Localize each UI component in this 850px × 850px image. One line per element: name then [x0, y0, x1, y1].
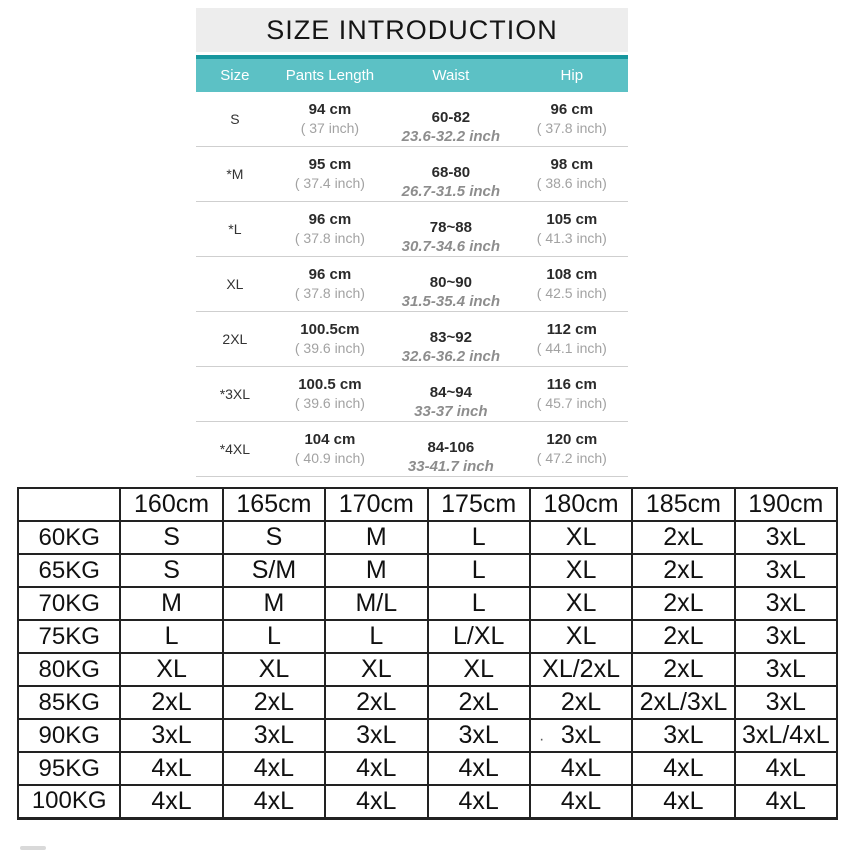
pants-cm: 96 cm [308, 211, 352, 228]
matrix-row-80kg [18, 653, 837, 686]
waist-inch: 31.5-35.4 inch [401, 293, 501, 310]
matrix-cell: 2xL [325, 686, 427, 719]
matrix-cell: XL [120, 653, 222, 686]
hip-cm: 112 cm [546, 321, 597, 338]
size-label: S [230, 111, 240, 127]
matrix-header-row [18, 488, 837, 521]
waist-inch: 26.7-31.5 inch [401, 183, 501, 200]
matrix-cell: 2xL [632, 554, 734, 587]
matrix-row-85kg [18, 686, 837, 719]
matrix-cell: 3xL/4xL [735, 719, 837, 752]
matrix-cell: L/XL [428, 620, 530, 653]
hip-inch: ( 44.1 inch) [536, 340, 607, 356]
matrix-cell: M [325, 521, 427, 554]
pants-cm: 100.5 cm [298, 376, 362, 393]
waist-inch: 33-37 inch [414, 403, 488, 420]
matrix-cell: 4xL [325, 752, 427, 785]
hip-cm: 105 cm [546, 211, 598, 228]
hip-inch: ( 38.6 inch) [536, 175, 607, 191]
size-intro-row-4xl [196, 422, 628, 477]
pants-inch: ( 39.6 inch) [294, 340, 365, 356]
size-label: *L [228, 221, 242, 237]
matrix-cell: XL/2xL [530, 653, 632, 686]
matrix-cell: 2xL [632, 620, 734, 653]
matrix-cell: 3xL [428, 719, 530, 752]
matrix-cell: M [325, 554, 427, 587]
matrix-cell: M/L [325, 587, 427, 620]
matrix-cell: 3xL [735, 653, 837, 686]
matrix-cell: 3xL [325, 719, 427, 752]
matrix-cell: 2xL/3xL [632, 686, 734, 719]
matrix-cell: 4xL [325, 785, 427, 818]
size-introduction-table [196, 8, 628, 477]
matrix-row-60kg [18, 521, 837, 554]
pants-inch: ( 37.4 inch) [294, 175, 365, 191]
size-intro-row-m [196, 147, 628, 202]
size-intro-header-row [196, 55, 628, 92]
size-label: *M [226, 166, 244, 182]
col-header-size: Size [220, 67, 250, 84]
size-label: *3XL [219, 386, 251, 402]
waist-cm: 84-106 [427, 439, 475, 456]
pants-cm: 94 cm [308, 101, 352, 118]
matrix-cell: 2xL [428, 686, 530, 719]
matrix-cell: 4xL [530, 752, 632, 785]
pants-cm: 96 cm [308, 266, 352, 283]
matrix-cell: 4xL [735, 785, 837, 818]
corner-cell [18, 488, 120, 521]
matrix-cell: 4xL [632, 785, 734, 818]
matrix-cell: 3xL [735, 686, 837, 719]
size-matrix-table [17, 487, 838, 820]
weight-label: 85KG [18, 686, 120, 719]
matrix-cell: 3xL [120, 719, 222, 752]
hip-inch: ( 45.7 inch) [536, 395, 607, 411]
pants-inch: ( 37 inch) [300, 120, 360, 136]
waist-inch: 32.6-36.2 inch [401, 348, 501, 365]
matrix-cell: 2xL [632, 587, 734, 620]
waist-inch: 33-41.7 inch [407, 458, 494, 475]
hip-inch: ( 41.3 inch) [536, 230, 607, 246]
matrix-cell: 3xL [735, 521, 837, 554]
cropped-watermark-artifact [20, 846, 46, 850]
matrix-cell: XL [325, 653, 427, 686]
matrix-cell: 4xL [428, 785, 530, 818]
matrix-cell: 4xL [223, 752, 325, 785]
stray-dot-artifact: · [539, 731, 545, 748]
matrix-cell: 2xL [530, 686, 632, 719]
matrix-cell: 4xL [428, 752, 530, 785]
height-header-170: 170cm [325, 488, 427, 521]
pants-inch: ( 39.6 inch) [294, 395, 365, 411]
height-weight-size-matrix [17, 487, 838, 820]
matrix-cell: XL [530, 620, 632, 653]
matrix-cell: 3xL [223, 719, 325, 752]
size-label: *4XL [219, 441, 251, 457]
matrix-cell: XL [530, 521, 632, 554]
hip-inch: ( 37.8 inch) [536, 120, 607, 136]
matrix-cell: 3xL [735, 620, 837, 653]
waist-inch: 30.7-34.6 inch [401, 238, 501, 255]
hip-inch: ( 42.5 inch) [536, 285, 607, 301]
matrix-row-100kg [18, 785, 837, 818]
weight-label: 100KG [18, 785, 120, 818]
matrix-row-95kg [18, 752, 837, 785]
size-intro-row-2xl [196, 312, 628, 367]
matrix-cell: S [223, 521, 325, 554]
hip-inch: ( 47.2 inch) [536, 450, 607, 466]
weight-label: 60KG [18, 521, 120, 554]
matrix-cell: 2xL [223, 686, 325, 719]
weight-label: 75KG [18, 620, 120, 653]
waist-inch: 23.6-32.2 inch [401, 128, 501, 145]
matrix-cell: XL [530, 587, 632, 620]
pants-cm: 95 cm [308, 156, 352, 173]
waist-cm: 60-82 [431, 109, 471, 126]
matrix-cell: 3xL [530, 719, 632, 752]
size-intro-row-xl [196, 257, 628, 312]
hip-cm: 108 cm [546, 266, 598, 283]
matrix-cell: L [428, 521, 530, 554]
waist-cm: 80~90 [429, 274, 472, 291]
matrix-row-70kg [18, 587, 837, 620]
col-header-hip: Hip [560, 67, 584, 84]
height-header-180: 180cm [530, 488, 632, 521]
matrix-cell: S [120, 554, 222, 587]
matrix-cell: L [325, 620, 427, 653]
matrix-cell: 2xL [632, 653, 734, 686]
pants-inch: ( 40.9 inch) [294, 450, 365, 466]
weight-label: 95KG [18, 752, 120, 785]
matrix-cell: 4xL [120, 785, 222, 818]
weight-label: 70KG [18, 587, 120, 620]
weight-label: 90KG [18, 719, 120, 752]
matrix-cell: M [120, 587, 222, 620]
matrix-cell: L [120, 620, 222, 653]
matrix-cell: 4xL [530, 785, 632, 818]
weight-label: 80KG [18, 653, 120, 686]
hip-cm: 120 cm [546, 431, 598, 448]
size-label: 2XL [222, 331, 248, 347]
matrix-cell: 3xL [735, 554, 837, 587]
matrix-row-90kg [18, 719, 837, 752]
height-header-190: 190cm [735, 488, 837, 521]
waist-cm: 78~88 [429, 219, 472, 236]
matrix-cell: S [120, 521, 222, 554]
hip-cm: 98 cm [550, 156, 594, 173]
matrix-cell: XL [223, 653, 325, 686]
matrix-cell: XL [428, 653, 530, 686]
matrix-row-65kg [18, 554, 837, 587]
pants-cm: 104 cm [304, 431, 356, 448]
height-header-185: 185cm [632, 488, 734, 521]
pants-inch: ( 37.8 inch) [294, 230, 365, 246]
waist-cm: 84~94 [429, 384, 472, 401]
hip-cm: 96 cm [550, 101, 594, 118]
matrix-cell: 4xL [223, 785, 325, 818]
col-header-waist: Waist [432, 67, 470, 84]
weight-label: 65KG [18, 554, 120, 587]
size-label: XL [226, 276, 244, 292]
matrix-row-75kg [18, 620, 837, 653]
size-intro-row-l [196, 202, 628, 257]
matrix-cell: M [223, 587, 325, 620]
matrix-cell: 3xL [632, 719, 734, 752]
matrix-cell: 4xL [735, 752, 837, 785]
height-header-175: 175cm [428, 488, 530, 521]
matrix-cell: 2xL [632, 521, 734, 554]
height-header-160: 160cm [120, 488, 222, 521]
matrix-cell: L [428, 587, 530, 620]
size-introduction-title: SIZE INTRODUCTION [196, 8, 628, 52]
col-header-pants: Pants Length [285, 67, 375, 84]
hip-cm: 116 cm [546, 376, 597, 393]
matrix-cell: 4xL [120, 752, 222, 785]
matrix-cell: L [223, 620, 325, 653]
matrix-cell: XL [530, 554, 632, 587]
matrix-cell: S/M [223, 554, 325, 587]
matrix-cell: 2xL [120, 686, 222, 719]
height-header-165: 165cm [223, 488, 325, 521]
matrix-cell: 3xL [735, 587, 837, 620]
pants-cm: 100.5cm [300, 321, 360, 338]
size-intro-row-s [196, 92, 628, 147]
pants-inch: ( 37.8 inch) [294, 285, 365, 301]
waist-cm: 68-80 [431, 164, 471, 181]
size-intro-row-3xl [196, 367, 628, 422]
waist-cm: 83~92 [429, 329, 472, 346]
matrix-cell: 4xL [632, 752, 734, 785]
matrix-cell: L [428, 554, 530, 587]
